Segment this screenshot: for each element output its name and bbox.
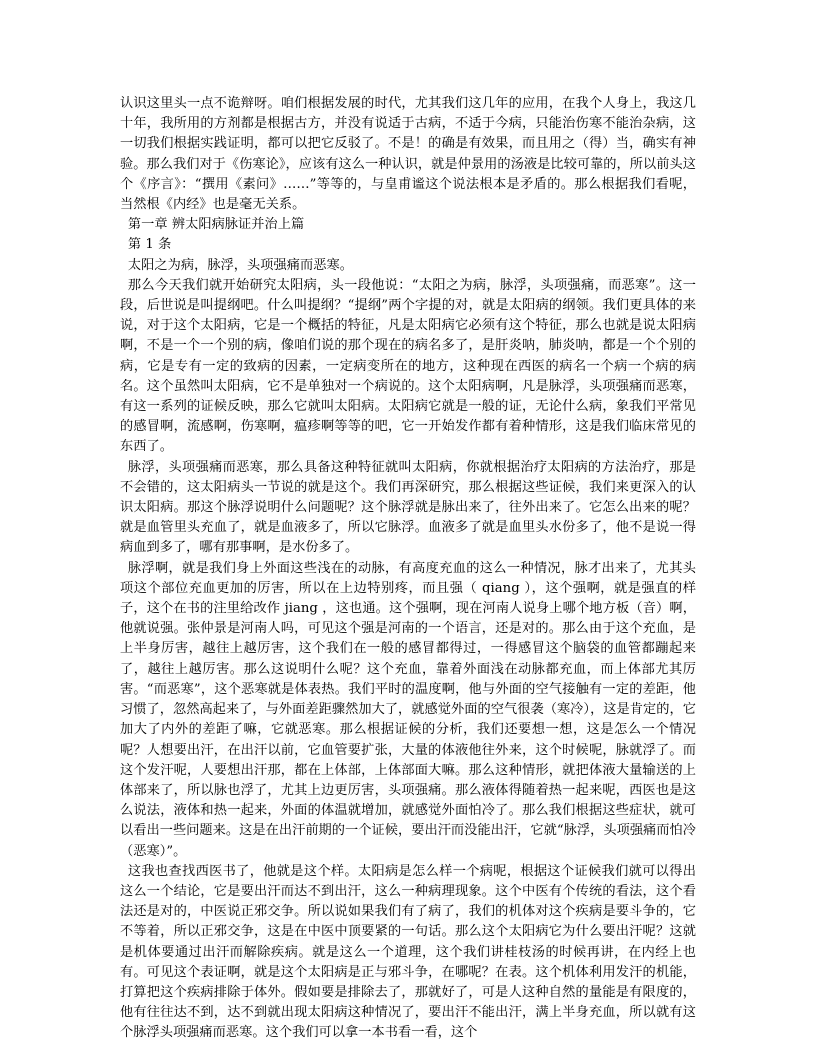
- paragraph-intro: 认识这里头一点不诡辩呀。咱们根据发展的时代，尤其我们这几年的应用，在我个人身上，我这几十年，我所用的方剂都是根据古方，并没有说适于古病，不适于今病，只能治伤寒不能治杂病，这一切我们根据实践证明，都可以把它反驳了。不是！的确是有效果，而且用之（得）当，确实有神验。那么我们对于《伤寒论》，应该有这么一种认识，就是仲景用的汤液是比较可靠的，所以前头这个《序言》：“撰用《素问》……”等等的，与皇甫谧这个说法根本是矛盾的。那么根据我们看呢，当然根《内经》也是毫无关系。: [120, 96, 696, 213]
- paragraph-commentary-1: 那么今天我们就开始研究太阳病，头一段他说：“太阳之为病，脉浮，头项强痛，而恶寒”。这一段，后世说是叫提纲吧。什么叫提纲？“提纲”两个字提的对，就是太阳病的纲领。我们更具体的来说，对于这个太阳病，它是一个概括的特征，凡是太阳病它必须有这个特征，那么也就是说太阳病啊，不是一个一个别的病，像咱们说的那个现在的病名多了，是肝炎呐，肺炎呐，都是一个个别的病，它是专有一定的致病的因素，一定病变所在的地方，这种现在西医的病名一个病一个病的病名。这个虽然叫太阳病，它不是单独对一个病说的。这个太阳病啊，凡是脉浮，头项强痛而恶寒，有这一系列的证候反映，那么它就叫太阳病。太阳病它就是一般的证，无论什么病，象我们平常见的感冒啊，流感啊，伤寒啊，瘟疹啊等等的吧，它一开始发作都有着种情形，这是我们临床常见的东西了。: [120, 277, 696, 455]
- paragraph-commentary-3: 脉浮啊，就是我们身上外面这些浅在的动脉，有高度充血的这么一种情况，脉才出来了，尤其头项这个部位充血更加的厉害，所以在上边特别疼，而且强（ qiang ），这个强啊，就是强直的样子，这个在书的注里给改作 jiang ，这也通。这个强啊，现在河南人说身上哪个地方板（音）啊，他就说强。张仲景是河南人吗，可见这个强是河南的一个语言，还是对的。那么由于这个充血，是上半身厉害，越往上越厉害，这个我们在一般的感冒都得过，一得感冒这个脑袋的血管都蹦起来了，越往上越厉害。那么这说明什么呢？这个充血，靠着外面浅在动脉都充血，而上体部尤其厉害。“而恶寒”，这个恶寒就是体表热。我们平时的温度啊，他与外面的空气接触有一定的差距，他习惯了，忽然高起来了，与外面差距骤然加大了，就感觉外面的空气很袭（寒冷），这是肯定的，它加大了内外的差距了嘛，它就恶寒。那么根据证候的分析，我们还要想一想，这是怎么一个情况呢？人想要出汗，在出汗以前，它血管要扩张，大量的体液他往外来，这个时候呢，脉就浮了。而这个发汗呢，人要想出汗那，都在上体部，上体部面大嘛。那么这种情形，就把体液大量输送的上体部来了，所以脉也浮了，尤其上边更厉害，头项强痛。那么液体得随着热一起来呢，西医也是这么说法，液体和热一起来，外面的体温就增加，就感觉外面怕冷了。那么我们根据这些症状，就可以看出一些问题来。这是在出汗前期的一个证候，要出汗而没能出汗，它就“脉浮，头项强痛而怕冷（恶寒）”。: [120, 560, 696, 859]
- article-number: 第 1 条: [127, 237, 172, 253]
- paragraph-commentary-2: 脉浮，头项强痛而恶寒，那么具备这种特征就叫太阳病，你就根据治疗太阳病的方法治疗，那是不会错的，这太阳病头一节说的就是这个。我们再深研究，那么根据这些证候，我们来更深入的认识太阳病。那这个脉浮说明什么问题呢？这个脉浮就是脉出来了，往外出来了。它怎么出来的呢？就是血管里头充血了，就是血液多了，所以它脉浮。血液多了就是血里头水份多了，他不是说一得病血到多了，哪有那事啊，是水份多了。: [120, 459, 696, 556]
- document-page: [120, 94, 696, 1044]
- article-text: 太阳之为病，脉浮，头项强痛而恶寒。: [127, 257, 353, 273]
- paragraph-commentary-4: 这我也查找西医书了，他就是这个样。太阳病是怎么样一个病呢，根据这个证候我们就可以得出这么一个结论，它是要出汗而达不到出汗，这么一种病理现象。这个中医有个传统的看法，这个看法还是对的，中医说正邪交争。所以说如果我们有了病了，我们的机体对这个疾病是要斗争的，它不等着，所以正邪交争，这是在中医中顶要紧的一句话。那么这个太阳病它为什么要出汗呢？这就是机体要通过出汗而解除疾病。就是这么一个道理，这个我们讲桂枝汤的时候再讲，在内经上也有。可见这个表证啊，就是这个太阳病是正与邪斗争，在哪呢？在表。这个机体利用发汗的机能，打算把这个疾病排除于体外。假如要是排除去了，那就好了，可是人这种自然的量能是有限度的，他有往往达不到，达不到就出现太阳病这种情况了，要出汗不能出汗，满上半身充血，所以就有这个脉浮头项强痛而恶寒。这个我们可以拿一本书看一看，这个: [120, 863, 696, 1041]
- chapter-heading: 第一章 辨太阳病脉证并治上篇: [127, 217, 305, 233]
